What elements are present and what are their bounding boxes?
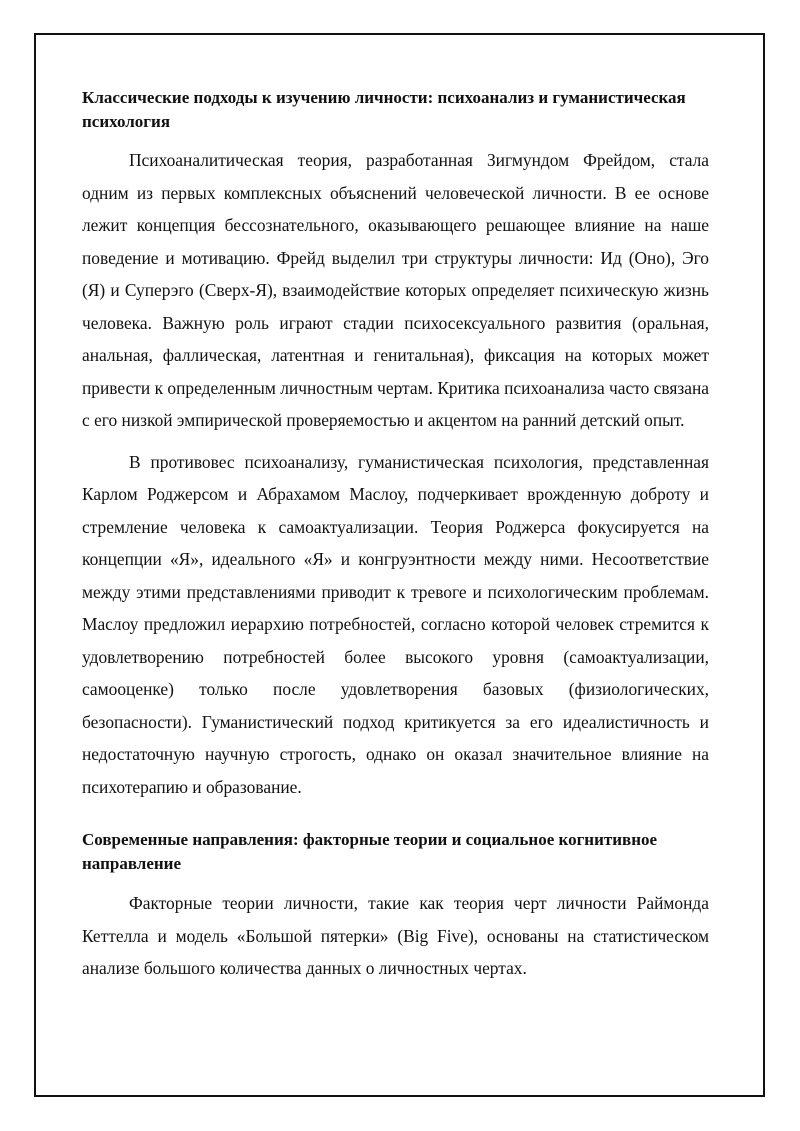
paragraph-psychoanalysis: Психоаналитическая теория, разработанная Зигмундом Фрейдом, стала одним из первых комплексных объяснений человеческой личности. В ее основе лежит концепция бессознательного, оказывающего решающее влияние на наше поведение и мотивацию. Фрейд выделил три структуры личности: Ид (Оно), Эго (Я) и Суперэго (Сверх-Я), взаимодействие которых определяет психическую жизнь человека. Важную роль играют стадии психосексуального развития (оральная, анальная, фаллическая, латентная и генитальная), фиксация на которых может привести к определенным личностным чертам. Критика психоанализа часто связана с его низкой эмпирической проверяемостью и акцентом на ранний детский опыт.	[82, 150, 709, 430]
paragraph-factor-theories: Факторные теории личности, такие как теория черт личности Раймонда Кеттелла и модель «Большой пятерки» (Big Five), основаны на статистическом анализе большого количества данных о личностных чертах.	[82, 893, 709, 978]
paragraph-humanistic-psychology: В противовес психоанализу, гуманистическая психология, представленная Карлом Роджерсом и Абрахамом Маслоу, подчеркивает врожденную доброту и стремление человека к самоактуализации. Теория Роджерса фокусируется на концепции «Я», идеального «Я» и конгруэнтности между ними. Несоответствие между этими представлениями приводит к тревоге и психологическим проблемам. Маслоу предложил иерархию потребностей, согласно которой человек стремится к удовлетворению потребностей более высокого уровня (самоактуализации, самооценке) только после удовлетворения базовых (физиологических, безопасности). Гуманистический подход критикуется за его идеалистичность и недостаточную научную строгость, однако он оказал значительное влияние на психотерапию и образование.	[82, 451, 709, 797]
document-body	[82, 86, 709, 985]
section-heading-classical-approaches: Классические подходы к изучению личности: психоанализ и гуманистическая психология	[82, 88, 686, 131]
section-heading-modern-directions: Современные направления: факторные теории и социальное когнитивное направление	[82, 830, 658, 873]
